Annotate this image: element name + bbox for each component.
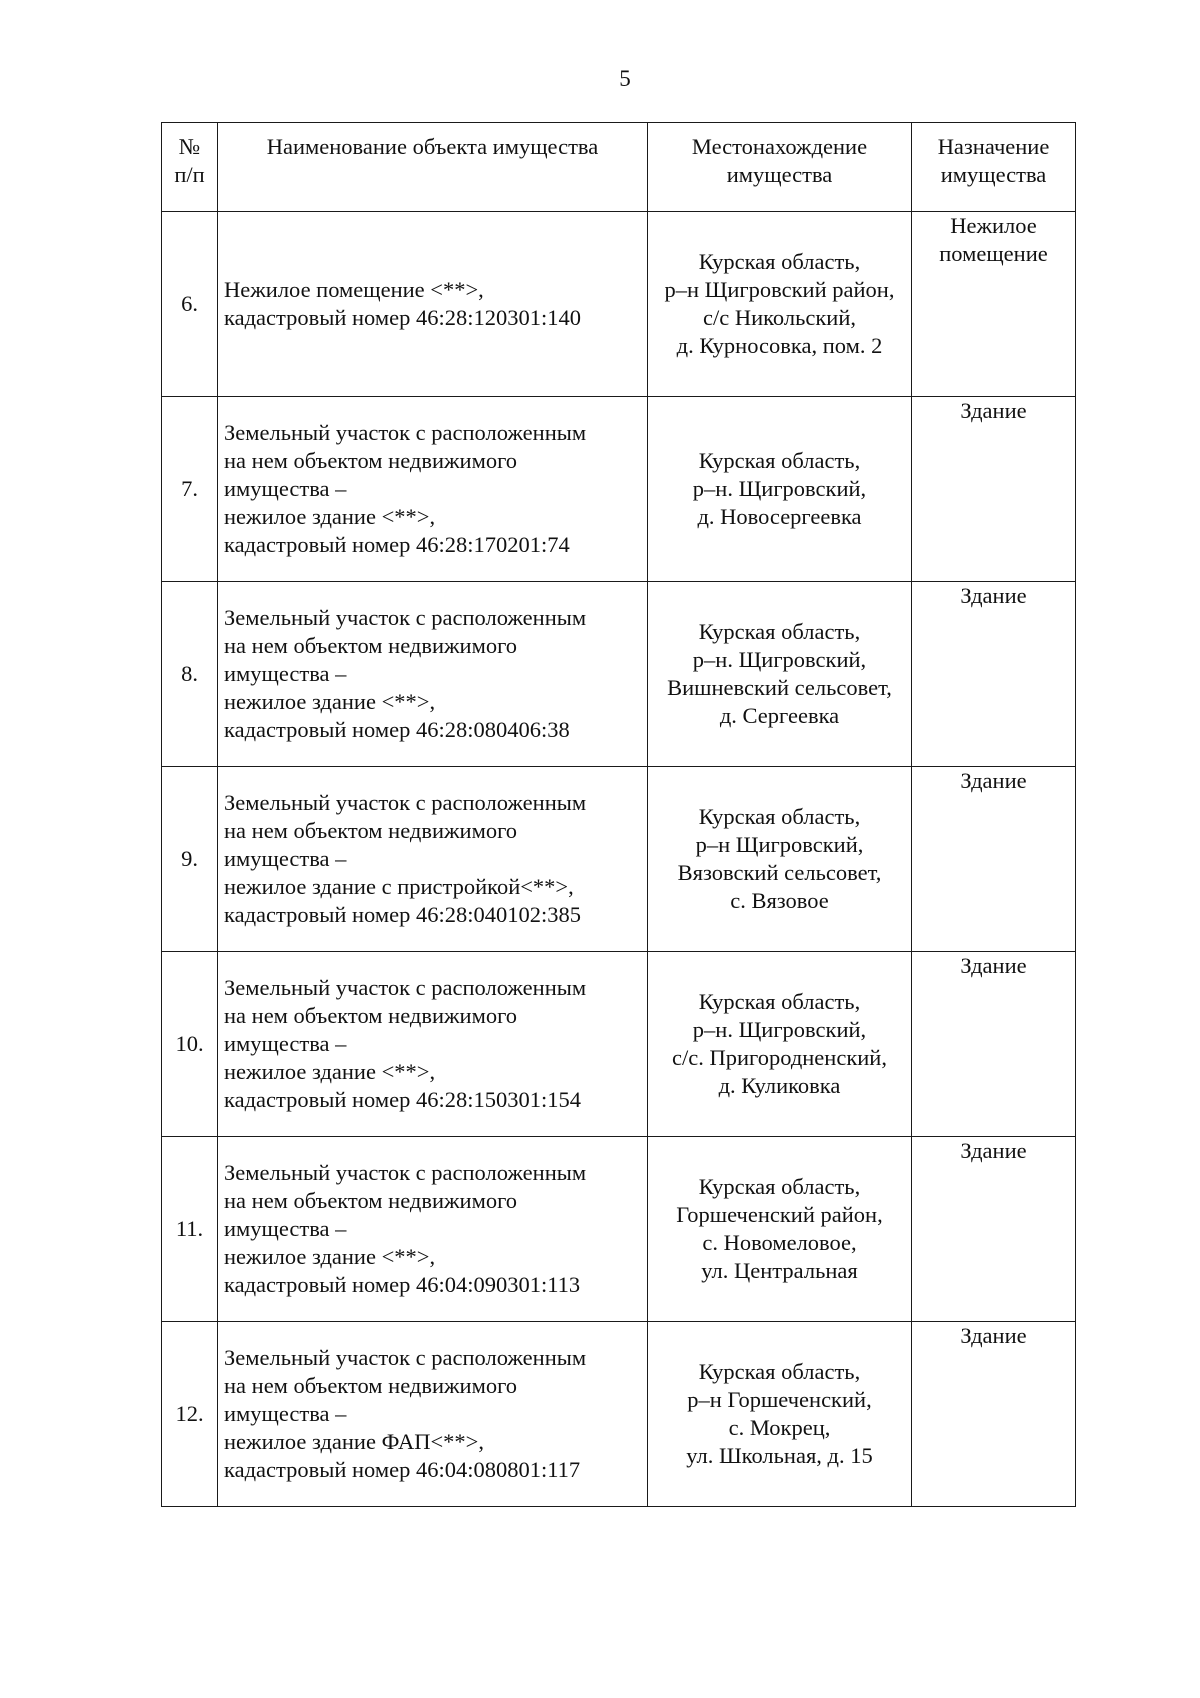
- cell-line: имущества –: [224, 846, 347, 871]
- object-purpose: [912, 212, 1076, 397]
- header-purpose: [912, 123, 1076, 212]
- cell-line: на нем объектом недвижимого: [224, 448, 517, 473]
- page-number: 5: [619, 66, 631, 91]
- cell-line: Нежилое: [950, 213, 1037, 238]
- cell-line: Земельный участок с расположенным: [224, 790, 587, 815]
- object-purpose: [912, 397, 1076, 582]
- cell-line: кадастровый номер 46:28:150301:154: [224, 1087, 581, 1112]
- cell-line: Нежилое помещение <**>,: [224, 277, 484, 302]
- cell-line: имущества –: [224, 476, 347, 501]
- cell-line: Земельный участок с расположенным: [224, 975, 587, 1000]
- cell-line: Здание: [960, 1138, 1027, 1163]
- cell-line: Земельный участок с расположенным: [224, 605, 587, 630]
- cell-line: имущества –: [224, 1031, 347, 1056]
- cell-line: нежилое здание ФАП<**>,: [224, 1429, 484, 1454]
- header-object-name: [218, 123, 648, 212]
- cell-line: на нем объектом недвижимого: [224, 1003, 517, 1028]
- cell-line: кадастровый номер 46:28:040102:385: [224, 902, 581, 927]
- object-name: [218, 397, 648, 582]
- cell-line: Курская область,: [698, 1359, 861, 1384]
- table-header-row: [162, 123, 1076, 212]
- object-purpose: [912, 1322, 1076, 1507]
- cell-line: Земельный участок с расположенным: [224, 1160, 587, 1185]
- cell-line: Курская область,: [698, 1174, 861, 1199]
- cell-line: имущества: [726, 162, 833, 187]
- cell-line: кадастровый номер 46:28:120301:140: [224, 305, 581, 330]
- table-row: [162, 1322, 1076, 1507]
- object-name: [218, 767, 648, 952]
- object-name: [218, 212, 648, 397]
- table-row: [162, 582, 1076, 767]
- cell-line: с. Мокрец,: [728, 1415, 831, 1440]
- cell-line: Земельный участок с расположенным: [224, 420, 587, 445]
- object-purpose: [912, 952, 1076, 1137]
- cell-line: д. Сергеевка: [719, 703, 840, 728]
- object-name: [218, 952, 648, 1137]
- cell-line: с. Вязовое: [730, 888, 829, 913]
- table-row: [162, 1137, 1076, 1322]
- cell-line: кадастровый номер 46:28:080406:38: [224, 717, 570, 742]
- row-number: 6.: [162, 212, 218, 397]
- cell-line: р–н Горшеченский,: [687, 1387, 872, 1412]
- object-location: [648, 212, 912, 397]
- object-purpose: [912, 767, 1076, 952]
- cell-line: нежилое здание <**>,: [224, 1244, 436, 1269]
- object-location: [648, 952, 912, 1137]
- row-number: 8.: [162, 582, 218, 767]
- object-location: [648, 397, 912, 582]
- cell-line: нежилое здание <**>,: [224, 504, 436, 529]
- cell-line: Курская область,: [698, 249, 861, 274]
- cell-line: д. Новосергеевка: [697, 504, 862, 529]
- row-number: 10.: [162, 952, 218, 1137]
- table-row: [162, 952, 1076, 1137]
- cell-line: р–н Щигровский район,: [664, 277, 895, 302]
- property-table: [161, 122, 1076, 1507]
- header-number: [162, 123, 218, 212]
- cell-line: Здание: [960, 953, 1027, 978]
- header-location: [648, 123, 912, 212]
- cell-line: имущества: [940, 162, 1047, 187]
- cell-line: на нем объектом недвижимого: [224, 1373, 517, 1398]
- cell-line: р–н Щигровский,: [695, 832, 864, 857]
- cell-line: Курская область,: [698, 804, 861, 829]
- object-location: [648, 1137, 912, 1322]
- cell-line: Наименование объекта имущества: [266, 134, 599, 159]
- cell-line: кадастровый номер 46:04:080801:117: [224, 1457, 581, 1482]
- cell-line: Горшеченский район,: [676, 1202, 883, 1227]
- cell-line: р–н. Щигровский,: [692, 647, 867, 672]
- cell-line: с/с Никольский,: [703, 305, 856, 330]
- cell-line: Здание: [960, 768, 1027, 793]
- cell-line: нежилое здание <**>,: [224, 689, 436, 714]
- cell-line: п/п: [174, 162, 205, 187]
- cell-line: Курская область,: [698, 448, 861, 473]
- cell-line: ул. Школьная, д. 15: [686, 1443, 873, 1468]
- cell-line: Здание: [960, 398, 1027, 423]
- cell-line: Местонахождение: [691, 134, 868, 159]
- row-number: 7.: [162, 397, 218, 582]
- cell-line: имущества –: [224, 1401, 347, 1426]
- object-location: [648, 1322, 912, 1507]
- cell-line: нежилое здание с пристройкой<**>,: [224, 874, 574, 899]
- cell-line: кадастровый номер 46:28:170201:74: [224, 532, 570, 557]
- cell-line: р–н. Щигровский,: [692, 476, 867, 501]
- object-name: [218, 582, 648, 767]
- object-purpose: [912, 582, 1076, 767]
- table-row: [162, 397, 1076, 582]
- row-number: 12.: [162, 1322, 218, 1507]
- cell-line: кадастровый номер 46:04:090301:113: [224, 1272, 581, 1297]
- cell-line: с/с. Пригородненский,: [672, 1045, 887, 1070]
- object-name: [218, 1137, 648, 1322]
- cell-line: д. Куликовка: [718, 1073, 841, 1098]
- cell-line: Вишневский сельсовет,: [667, 675, 892, 700]
- cell-line: имущества –: [224, 661, 347, 686]
- cell-line: Вязовский сельсовет,: [677, 860, 882, 885]
- row-number: 9.: [162, 767, 218, 952]
- cell-line: №: [178, 134, 201, 159]
- row-number: 11.: [162, 1137, 218, 1322]
- cell-line: ул. Центральная: [701, 1258, 858, 1283]
- cell-line: Курская область,: [698, 989, 861, 1014]
- cell-line: помещение: [939, 241, 1048, 266]
- cell-line: Здание: [960, 583, 1027, 608]
- cell-line: на нем объектом недвижимого: [224, 633, 517, 658]
- cell-line: имущества –: [224, 1216, 347, 1241]
- object-location: [648, 582, 912, 767]
- cell-line: р–н. Щигровский,: [692, 1017, 867, 1042]
- cell-line: д. Курносовка, пом. 2: [676, 333, 883, 358]
- cell-line: на нем объектом недвижимого: [224, 1188, 517, 1213]
- cell-line: Курская область,: [698, 619, 861, 644]
- cell-line: Здание: [960, 1323, 1027, 1348]
- cell-line: Земельный участок с расположенным: [224, 1345, 587, 1370]
- cell-line: нежилое здание <**>,: [224, 1059, 436, 1084]
- object-purpose: [912, 1137, 1076, 1322]
- table-row: [162, 767, 1076, 952]
- cell-line: с. Новомеловое,: [702, 1230, 857, 1255]
- object-location: [648, 767, 912, 952]
- cell-line: на нем объектом недвижимого: [224, 818, 517, 843]
- object-name: [218, 1322, 648, 1507]
- cell-line: Назначение: [937, 134, 1050, 159]
- table-row: [162, 212, 1076, 397]
